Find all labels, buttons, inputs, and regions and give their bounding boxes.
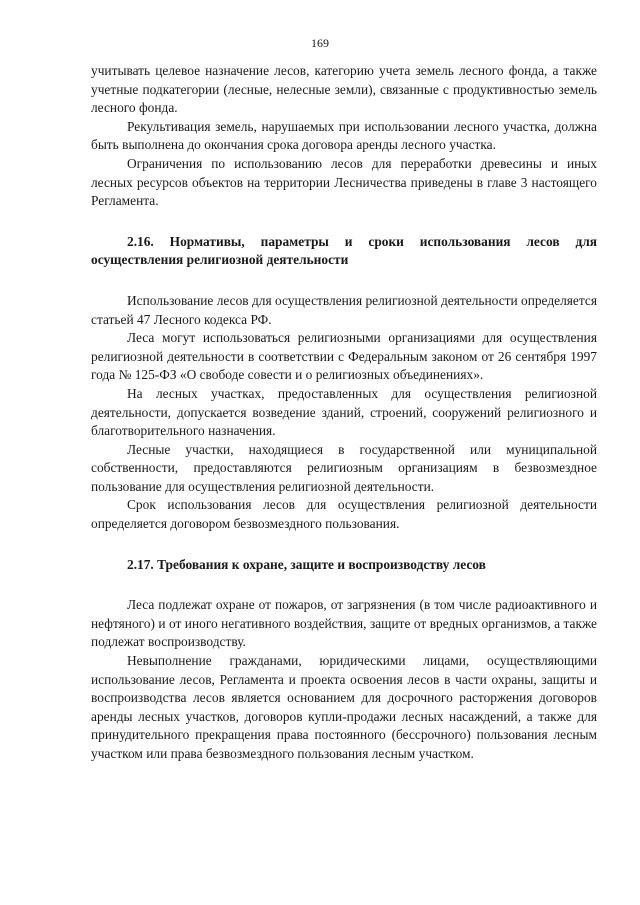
paragraph: Лесные участки, находящиеся в государственной или муниципальной собственности, предоставляются религиозным организациям в безвозмездное пользование для осуществления религиозной деятельности. bbox=[91, 441, 597, 494]
paragraph: Невыполнение гражданами, юридическими лицами, осуществляющими использование лесов, Регламента и проекта освоения лесов в части охраны, защиты и воспроизводства лесов является основанием для досрочного расторжения договоров аренды лесных участков, договоров купли-продажи лесных насаждений, а также для принудительного прекращения права постоянного (бессрочного) пользования лесным участком или права безвозмездного пользования лесным участком. bbox=[91, 653, 597, 761]
paragraph: Рекультивация земель, нарушаемых при использовании лесного участка, должна быть выполнена до окончания срока договора аренды лесного участка. bbox=[91, 118, 597, 153]
paragraph: Леса подлежат охране от пожаров, от загрязнения (в том числе радиоактивного и нефтяного) и от иного негативного воздействия, защите от вредных организмов, а также подлежат воспроизводству. bbox=[91, 597, 597, 650]
paragraph: Ограничения по использованию лесов для переработки древесины и иных лесных ресурсов объектов на территории Лесничества приведены в главе 3 настоящего Регламента. bbox=[91, 155, 597, 209]
page-number: 169 bbox=[311, 36, 329, 50]
paragraph: Срок использования лесов для осуществления религиозной деятельности определяется договором безвозмездного пользования. bbox=[91, 497, 597, 532]
page-content bbox=[91, 62, 597, 764]
paragraph: На лесных участках, предоставленных для осуществления религиозной деятельности, допускается возведение зданий, строений, сооружений религиозного и благотворительного назначения. bbox=[91, 385, 597, 439]
section-heading: 2.17. Требования к охране, защите и воспроизводству лесов bbox=[127, 556, 486, 572]
paragraph: Использование лесов для осуществления религиозной деятельности определяется статьей 47 Лесного кодекса РФ. bbox=[91, 292, 597, 327]
section-heading: 2.16. Нормативы, параметры и сроки использования лесов для осуществления религиозной деятельности bbox=[91, 233, 597, 268]
paragraph: учитывать целевое назначение лесов, категорию учета земель лесного фонда, а также учетные подкатегории (лесные, нелесные земли), связанные с продуктивностью земель лесного фонда. bbox=[91, 63, 597, 116]
paragraph: Леса могут использоваться религиозными организациями для осуществления религиозной деятельности в соответствии с Федеральным законом от 26 сентября 1997 года № 125-ФЗ «О свободе совести и о религиозных объединениях». bbox=[91, 330, 597, 383]
